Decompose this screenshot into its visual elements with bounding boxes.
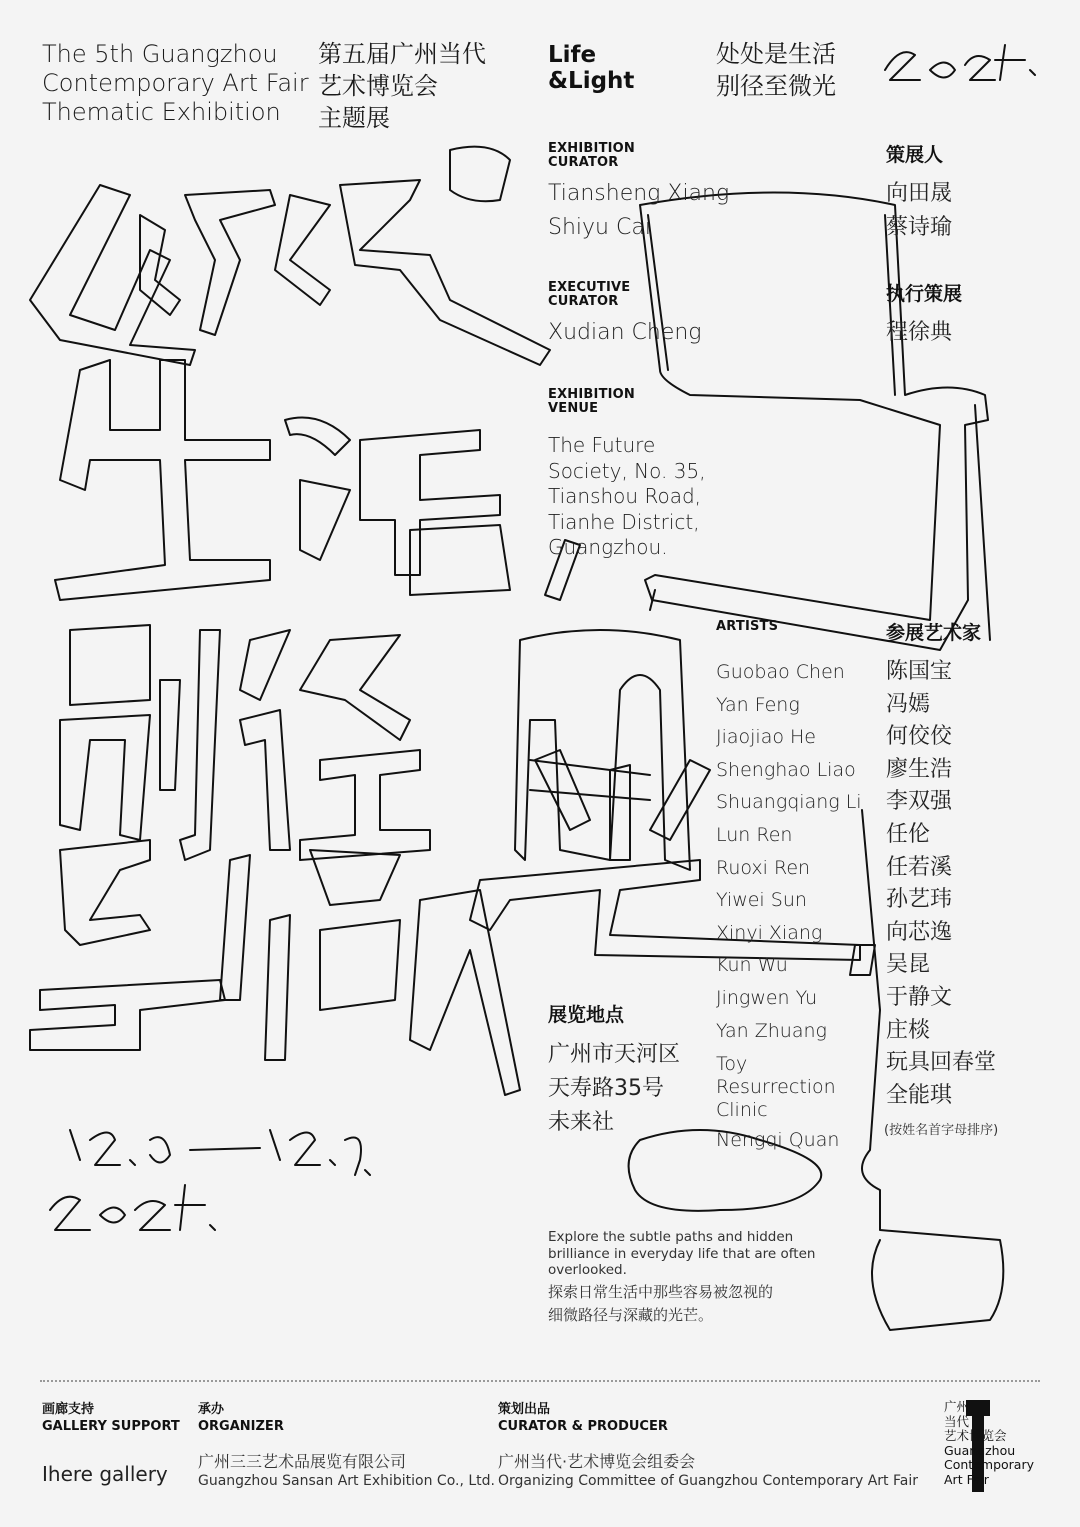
producer-label [498, 1401, 668, 1435]
organizer-name-zh: 广州三三艺术品展览有限公司 [198, 1452, 407, 1471]
stool-outline [515, 630, 690, 870]
fair-title-en-line: The 5th Guangzhou [42, 40, 278, 68]
list-item: Ruoxi Ren [716, 856, 811, 879]
label-line: EXHIBITION [548, 141, 636, 156]
logo-line: Art Fair [944, 1471, 989, 1487]
venue-address-en [548, 433, 706, 561]
curator-name: Shiyu Cai [548, 215, 651, 240]
theme-title-zh [716, 38, 836, 102]
description-line-zh: 探索日常生活中那些容易被忽视的 [548, 1283, 774, 1301]
artists-label-zh: 参展艺术家 [886, 622, 982, 644]
label-line: GALLERY SUPPORT [42, 1419, 180, 1434]
artists-label-en: ARTISTS [716, 619, 779, 634]
artists-sort-note: (按姓名首字母排序) [884, 1123, 999, 1138]
curator-label-en [548, 142, 635, 170]
list-item: 玩具回春堂 [886, 1050, 997, 1076]
address-line: The Future [548, 433, 656, 457]
list-item-line: Toy [716, 1053, 748, 1076]
label-line: EXECUTIVE [548, 280, 631, 295]
date-year [48, 1190, 51, 1191]
list-item: 廖生浩 [886, 756, 953, 782]
fair-title-zh-line: 第五届广州当代 [318, 40, 486, 68]
list-item: Shuangqiang Li [716, 791, 862, 814]
list-item: Xinyi Xiang [716, 921, 823, 944]
dates-handwriting [70, 1130, 370, 1175]
curator-name: Tiansheng Xiang [548, 181, 730, 206]
year-handwriting [50, 1185, 215, 1230]
label-line: 画廊支持 [42, 1402, 95, 1417]
description-line: brilliance in everyday life that are often [548, 1245, 816, 1262]
chair-outline [640, 193, 988, 651]
label-line: CURATOR & PRODUCER [498, 1419, 668, 1434]
list-item: Nengqi Quan [716, 1129, 840, 1152]
theme-title-zh-line: 处处是生活 [716, 40, 836, 68]
list-item: 何佼佼 [886, 724, 953, 750]
date-range [62, 1118, 68, 1119]
curator-label-zh: 策展人 [886, 144, 944, 166]
fair-title-zh-line: 艺术博览会 [318, 72, 438, 100]
fair-title-zh [318, 38, 518, 134]
list-item: Yiwei Sun [716, 889, 807, 912]
description-line: overlooked. [548, 1262, 627, 1278]
list-item: 庄棪 [886, 1017, 931, 1043]
logo-line: 当代 [944, 1413, 970, 1429]
address-line-zh: 天寿路35号 [548, 1076, 664, 1101]
list-item: 孙艺玮 [886, 887, 953, 913]
curator-names-en [548, 177, 729, 245]
address-line: Tianshou Road, [548, 484, 701, 508]
list-item: 向芯逸 [886, 919, 953, 945]
fair-title-en [42, 40, 312, 127]
label-line: 策划出品 [498, 1402, 551, 1417]
footer-divider [40, 1380, 1040, 1382]
list-item: 冯嫣 [886, 691, 931, 717]
description-line: Explore the subtle paths and hidden [548, 1229, 794, 1245]
logo-line: 广州 [944, 1399, 970, 1414]
executive-name-zh: 程徐典 [886, 320, 953, 345]
executive-label-zh: 执行策展 [886, 283, 963, 305]
executive-name-en: Xudian Cheng [548, 320, 702, 345]
list-item-line: Resurrection [716, 1076, 836, 1099]
list-item: 全能琪 [886, 1082, 953, 1108]
description-line-zh: 细微路径与深藏的光芒。 [548, 1306, 714, 1324]
venue-label-en [548, 388, 635, 416]
fair-title-en-line: Thematic Exhibition [42, 98, 281, 126]
list-item: 于静文 [886, 984, 953, 1010]
address-line: Society, No. 35, [548, 458, 706, 483]
organizer-label [198, 1401, 284, 1435]
logo-line: 艺术博览会 [944, 1428, 1007, 1443]
producer-name-en: Organizing Committee of Guangzhou Contemporary Art Fair [498, 1473, 918, 1489]
fair-logo [944, 1400, 1054, 1495]
executive-label-en [548, 281, 630, 309]
list-item-line: Clinic [716, 1099, 768, 1122]
list-item: Yan Zhuang [716, 1019, 827, 1042]
address-line-zh: 广州市天河区 [548, 1042, 681, 1067]
label-line: ORGANIZER [198, 1419, 284, 1434]
list-item: 吴昆 [886, 952, 931, 978]
year-mark-top [885, 45, 1035, 80]
label-line: 承办 [198, 1402, 225, 1417]
venue-label-zh: 展览地点 [548, 1004, 625, 1026]
list-item: Yan Feng [716, 693, 800, 716]
producer-name-zh: 广州当代·艺术博览会组委会 [498, 1452, 696, 1471]
description-zh [548, 1281, 773, 1327]
list-item: Jiaojiao He [716, 726, 816, 749]
list-item: Jingwen Yu [716, 986, 818, 1009]
list-item [716, 1053, 862, 1122]
list-item: 任若溪 [886, 854, 953, 880]
artist-list-zh [886, 656, 996, 1112]
logo-text [944, 1400, 1034, 1487]
theme-title-en [548, 42, 634, 94]
producer-name [498, 1452, 918, 1490]
gallery-support-label [42, 1401, 180, 1435]
logo-line: Guangzhou [944, 1442, 1016, 1458]
curator-names-zh [886, 177, 952, 245]
label-line: CURATOR [548, 155, 619, 170]
list-item: Lun Ren [716, 823, 793, 846]
artist-list-en [716, 656, 862, 1157]
label-line: VENUE [548, 401, 599, 416]
curator-name-zh: 向田晟 [886, 181, 953, 206]
fair-title-en-line: Contemporary Art Fair [42, 69, 309, 97]
list-item: 任伦 [886, 821, 931, 847]
label-line: EXHIBITION [548, 387, 636, 402]
theme-title-en-line: &Light [548, 68, 635, 94]
organizer-name-en: Guangzhou Sansan Art Exhibition Co., Ltd. [198, 1473, 495, 1489]
fair-title-zh-line: 主题展 [318, 104, 390, 132]
organizer-name [198, 1452, 495, 1490]
list-item: Guobao Chen [716, 661, 845, 683]
description-en [548, 1229, 815, 1279]
curator-name-zh: 蔡诗瑜 [886, 215, 953, 240]
label-line: CURATOR [548, 294, 619, 309]
gallery-name: Ihere gallery [42, 1462, 168, 1486]
list-item: Shenghao Liao [716, 758, 856, 781]
venue-address-zh [548, 1038, 680, 1140]
list-item: 陈国宝 [886, 659, 953, 684]
theme-title-en-line: Life [548, 42, 597, 68]
list-item: Kun Wu [716, 954, 788, 977]
address-line: Tianhe District, [548, 509, 700, 534]
address-line-zh: 未来社 [548, 1110, 615, 1135]
address-line: Guangzhou. [548, 535, 668, 559]
logo-line: Contemporary [944, 1457, 1034, 1472]
theme-title-zh-line: 别径至微光 [716, 72, 836, 100]
list-item: 李双强 [886, 789, 953, 815]
year-mark-text [1040, 90, 1043, 91]
